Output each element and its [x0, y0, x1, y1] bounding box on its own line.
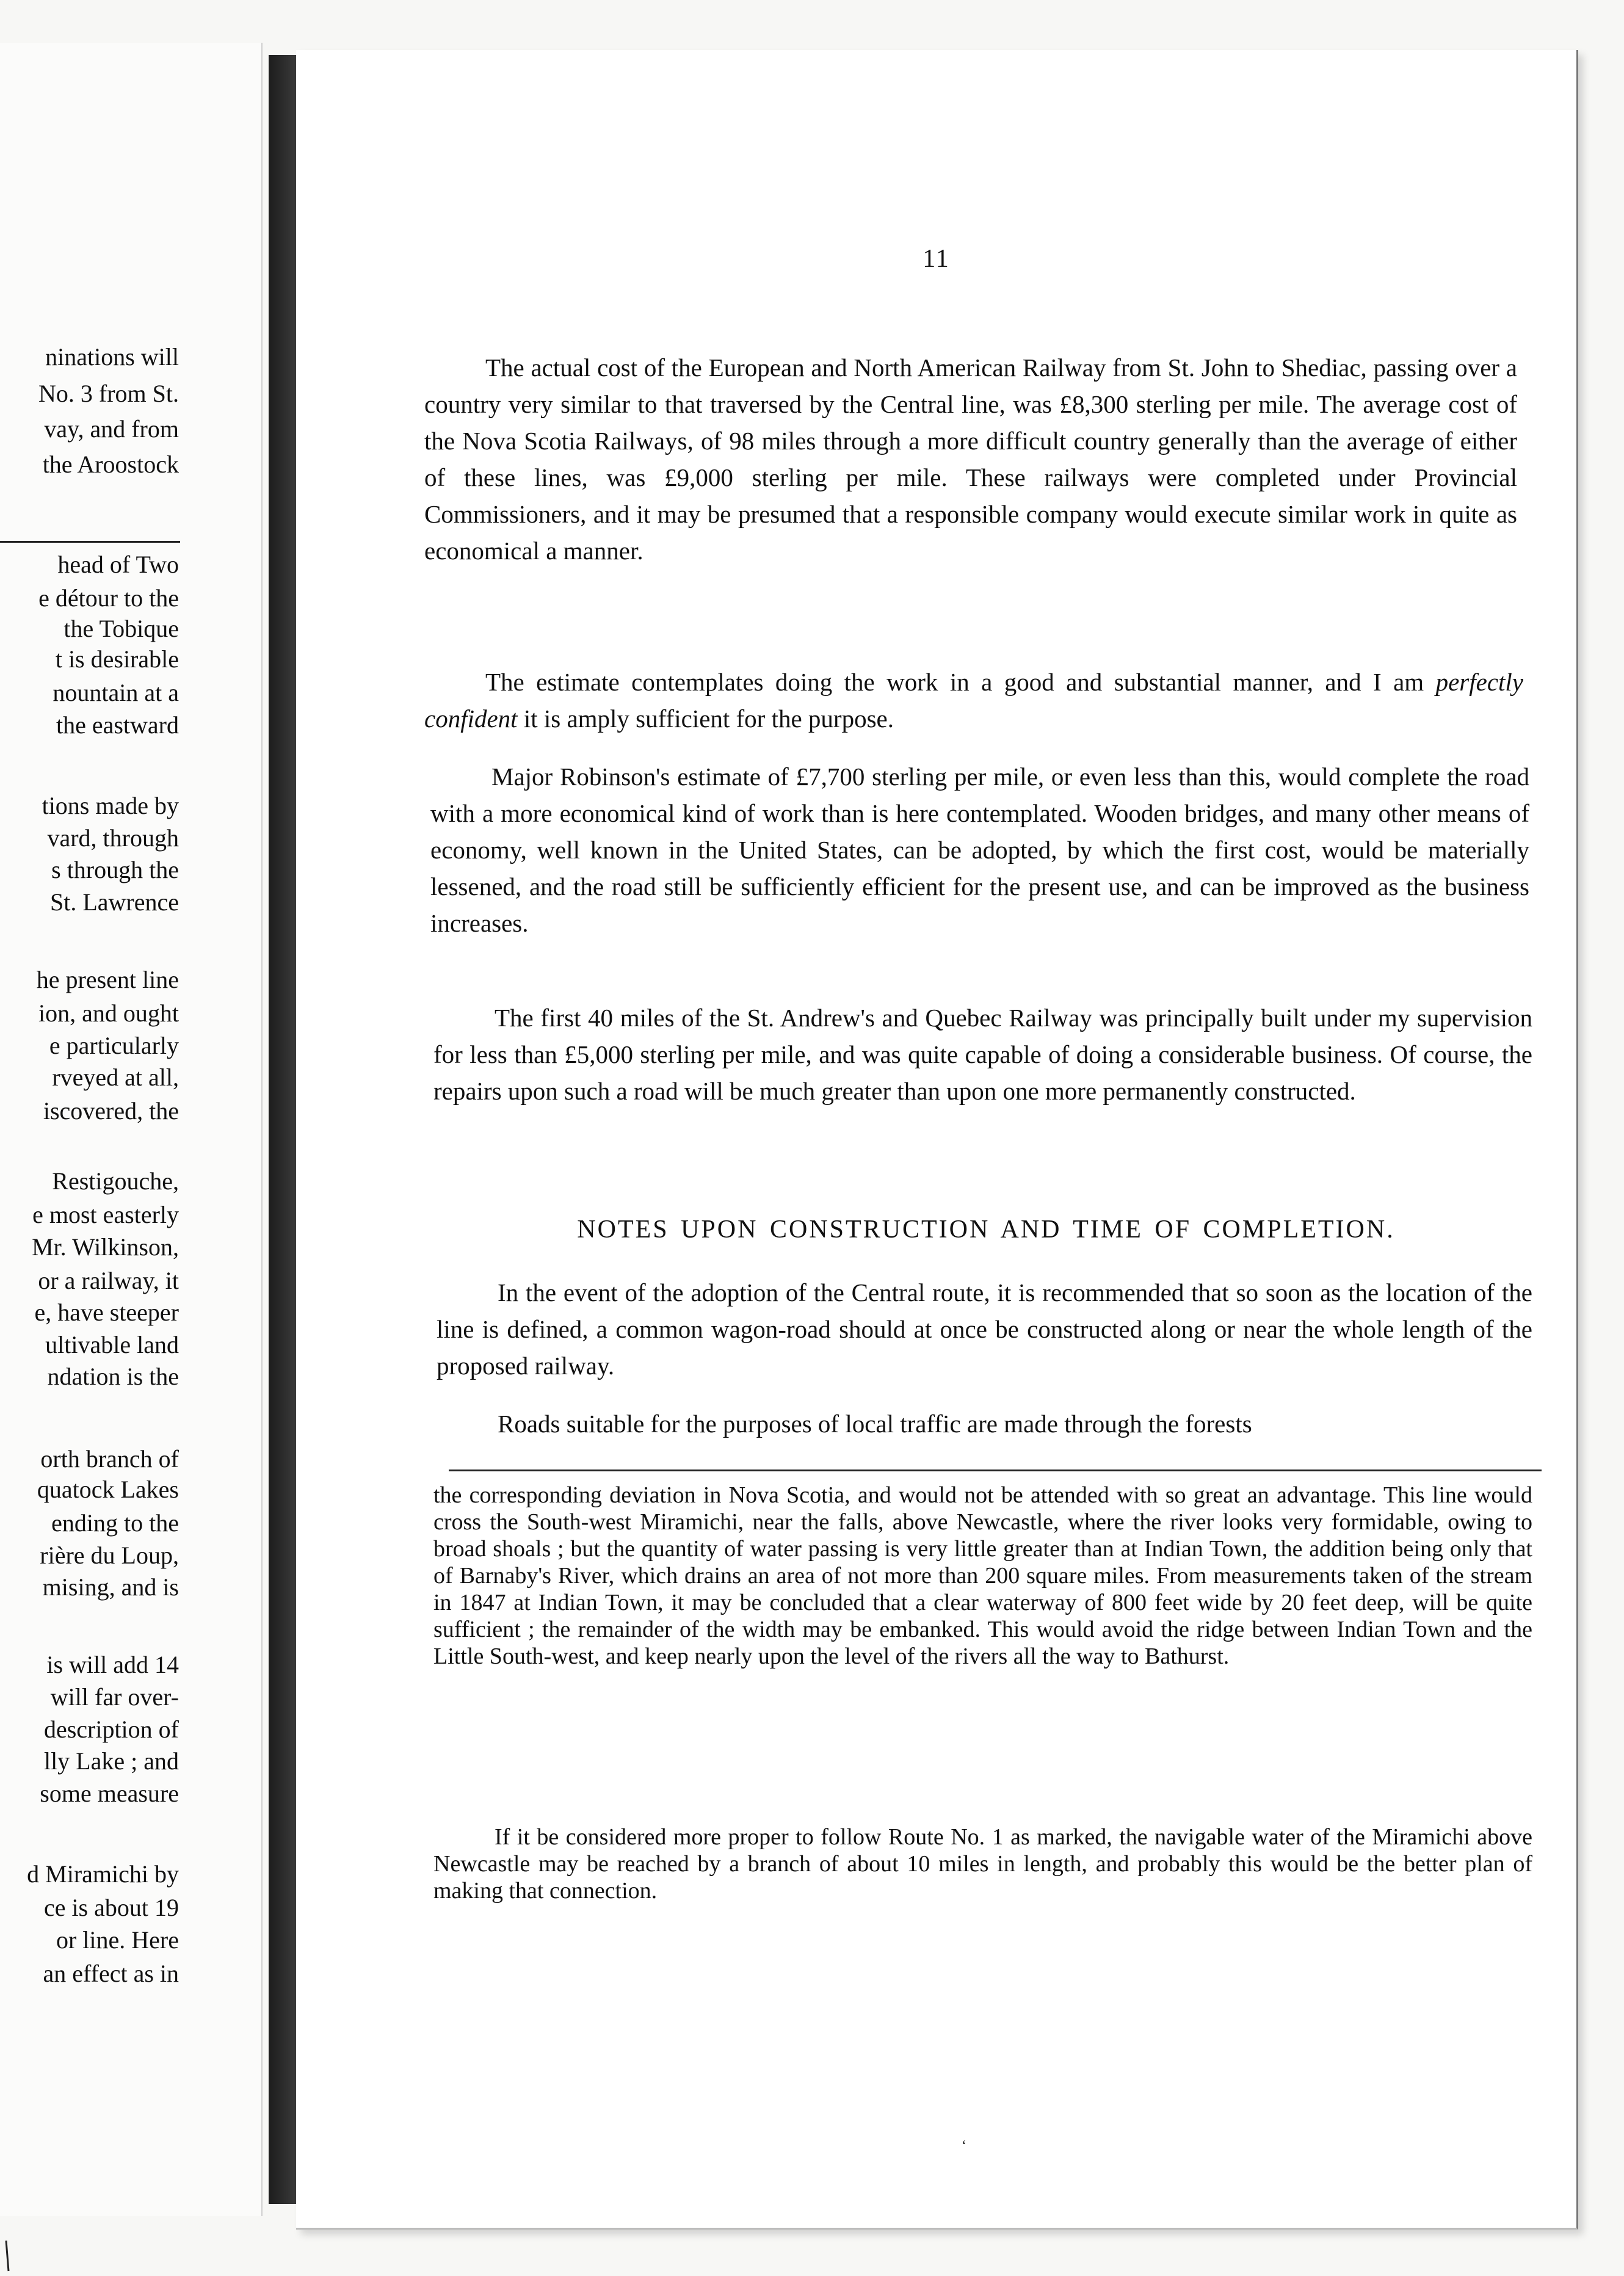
left-page-line: d Miramichi by	[27, 1860, 179, 1888]
paragraph-local-roads	[437, 1405, 1535, 1442]
left-page-line: Restigouche,	[52, 1167, 179, 1195]
left-page-line: the Aroostock	[42, 451, 179, 478]
left-page-line: head of Two	[57, 551, 179, 578]
paragraph-estimate	[424, 664, 1523, 737]
left-page-line: e détour to the	[38, 584, 179, 612]
left-page-line: mising, and is	[42, 1573, 179, 1601]
left-page-line: will far over-	[50, 1683, 179, 1711]
left-page-line: quatock Lakes	[37, 1476, 179, 1503]
footnote-route-no-1	[433, 1824, 1532, 1904]
paragraph-st-andrews-railway	[433, 999, 1532, 1109]
footnote-deviation	[433, 1482, 1532, 1670]
paragraph-text: Major Robinson's estimate of £7,700 sterling per mile, or even less than this, would complete the road with a more economical kind of work than is here contemplated. Wooden bridges, and many other means of economy, well known in the United States, can be adopted, by which the first cost, would be materially lessened, and the road still be sufficiently efficient for the present use, and can be improved as the business increases.	[430, 763, 1529, 937]
left-page-line: description of	[43, 1716, 179, 1743]
left-page-line: ion, and ought	[38, 999, 179, 1027]
paragraph-robinson-estimate	[430, 758, 1529, 941]
left-page-line: vard, through	[47, 824, 179, 852]
left-page-line: or line. Here	[56, 1926, 179, 1954]
left-facing-page	[0, 43, 263, 2216]
paragraph-text-part: The estimate contemplates doing the work in a good and substantial manner, and I am	[485, 668, 1436, 696]
left-page-line: e, have steeper	[34, 1299, 179, 1326]
left-page-line: rveyed at all,	[52, 1064, 179, 1091]
page-number: 11	[923, 245, 950, 273]
left-page-line: iscovered, the	[43, 1097, 179, 1125]
left-page-line: ndation is the	[47, 1363, 179, 1390]
footnote-rule	[449, 1470, 1542, 1471]
footnote-text: the corresponding deviation in Nova Scotia, and would not be attended with so great an advantage. This line would cross the South-west Miramichi, near the falls, above Newcastle, where the river looks very formidable, owing to broad shoals ; but the quantity of water passing is very little greater than at Indian Town, the addition being only that of Barnaby's River, which drains an area of not more than 200 square miles. From measurements taken of the stream in 1847 at Indian Town, it may be concluded that a clear waterway of 800 feet wide by 20 feet deep, will be quite sufficient ; the remainder of the width may be embanked. This would avoid the ridge between Indian Town and the Little South-west, and keep nearly upon the level of the rivers all the way to Bathurst.	[433, 1482, 1532, 1669]
left-page-line: or a railway, it	[38, 1267, 179, 1294]
left-page-line: vay, and from	[44, 415, 179, 443]
left-page-line: No. 3 from St.	[38, 380, 179, 407]
left-page-line: tions made by	[42, 792, 179, 819]
footnote-text: If it be considered more proper to follow Route No. 1 as marked, the navigable water of the Miramichi above Newcastle may be reached by a branch of about 10 miles in length, and probably this would be the better plan of making that connection.	[433, 1824, 1532, 1904]
right-page	[296, 50, 1578, 2230]
paragraph-railway-costs	[424, 349, 1517, 569]
emphasis-text: perfectly confident	[424, 668, 1523, 733]
left-page-line: e particularly	[49, 1032, 179, 1059]
left-page-line: rière du Loup,	[40, 1542, 179, 1569]
left-page-line: t is desirable	[55, 645, 179, 673]
left-page-line: some measure	[40, 1780, 179, 1807]
left-page-line: lly Lake ; and	[43, 1747, 179, 1775]
left-page-line: St. Lawrence	[49, 888, 179, 916]
paragraph-text-part: it is amply sufficient for the purpose.	[517, 705, 894, 733]
left-page-line: orth branch of	[40, 1445, 179, 1473]
book-gutter	[269, 55, 296, 2204]
left-page-line: is will add 14	[46, 1651, 179, 1678]
left-page-footnote-rule	[0, 541, 180, 543]
left-page-line: ce is about 19	[43, 1894, 179, 1921]
left-page-line: the Tobique	[63, 615, 179, 642]
left-page-line: e most easterly	[32, 1201, 179, 1228]
paragraph-wagon-road	[437, 1274, 1532, 1384]
left-page-line: ninations will	[45, 343, 179, 371]
left-page-line: an effect as in	[43, 1960, 179, 1987]
scan-corner-mark	[0, 2238, 37, 2274]
left-page-line: nountain at a	[53, 679, 179, 706]
left-page-line: he present line	[36, 966, 179, 993]
left-page-line: ending to the	[51, 1509, 179, 1537]
paragraph-text: Roads suitable for the purposes of local traffic are made through the forests	[498, 1410, 1252, 1438]
left-page-line: s through the	[51, 856, 179, 883]
paragraph-text: The first 40 miles of the St. Andrew's and Quebec Railway was principally built under my supervision for less than £5,000 sterling per mile, and was quite capable of doing a considerable business. Of course, the repairs upon such a road will be much greater than upon one more permanently constructed.	[433, 1004, 1532, 1105]
left-page-line: ultivable land	[45, 1331, 179, 1358]
left-page-line: the eastward	[56, 711, 179, 739]
paragraph-text: In the event of the adoption of the Central route, it is recommended that so soon as the location of the line is defined, a common wagon-road should at once be constructed along or near the whole length of the proposed railway.	[437, 1278, 1532, 1380]
paragraph-text	[424, 664, 1523, 737]
paragraph-text: The actual cost of the European and North American Railway from St. John to Shediac, passing over a country very similar to that traversed by the Central line, was £8,300 sterling per mile. The average cost of the Nova Scotia Railways, of 98 miles through a more difficult country generally than the average of either of these lines, was £9,000 sterling per mile. These railways were completed under Provincial Commissioners, and it may be presumed that a responsible company would execute similar work in quite as economical a manner.	[424, 353, 1517, 565]
left-page-line: Mr. Wilkinson,	[31, 1233, 179, 1261]
bottom-mark: ‘	[962, 2138, 966, 2154]
section-heading: NOTES UPON CONSTRUCTION AND TIME OF COMPLETION.	[577, 1216, 1395, 1244]
